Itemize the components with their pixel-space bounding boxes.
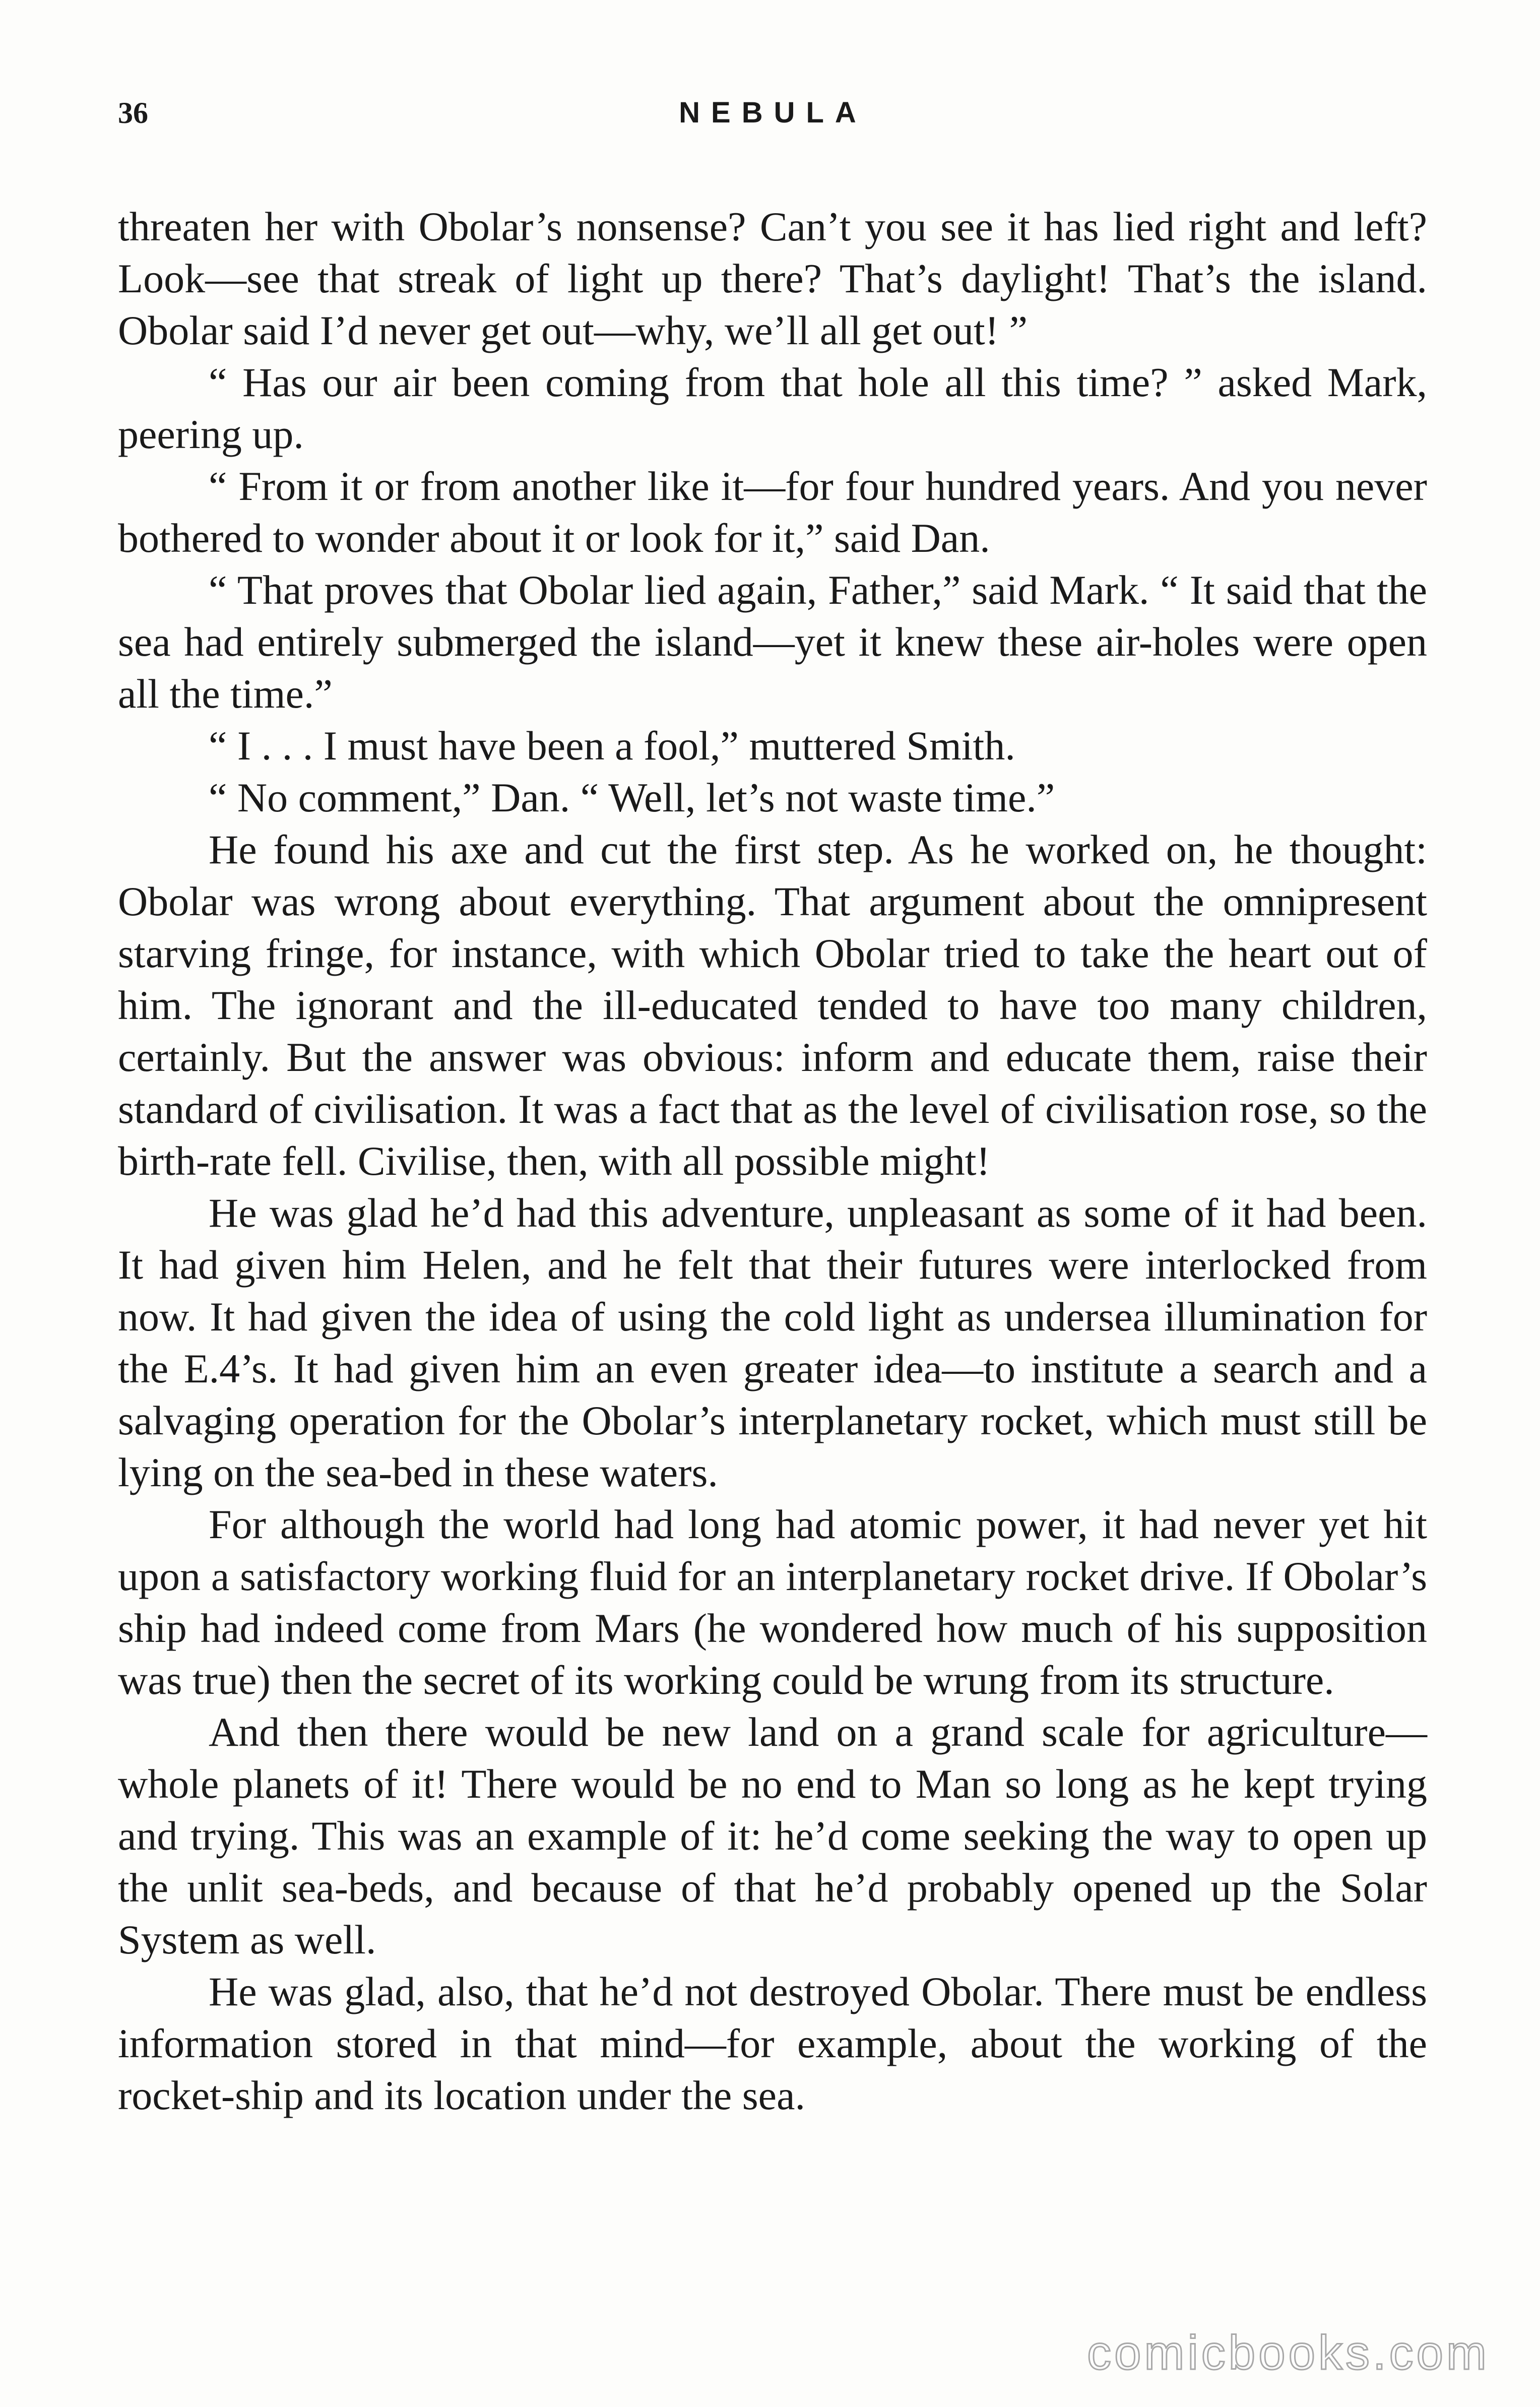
- watermark: comicbooks.com: [1087, 2326, 1490, 2380]
- body-text: [118, 201, 1427, 2121]
- page-number: 36: [118, 96, 148, 130]
- paragraph: He was glad, also, that he’d not destroyed Obolar. There must be endless information stored in that mind—for example, about the working of the rocket-ship and its location under the sea.: [118, 1969, 1427, 2118]
- paragraph: “ From it or from another like it—for four hundred years. And you never bothered to wonder about it or look for it,” said Dan.: [118, 463, 1427, 561]
- paragraph: He was glad he’d had this adventure, unpleasant as some of it had been. It had given him Helen, and he felt that their futures were interlocked from now. It had given the idea of using the cold light as undersea illumination for the E.4’s. It had given him an even greater idea—to institute a search and a salvaging operation for the Obolar’s interplanetary rocket, which must still be lying on the sea-bed in these waters.: [118, 1190, 1427, 1495]
- page-header: [118, 96, 1428, 141]
- paragraph: He found his axe and cut the first step. As he worked on, he thought: Obolar was wrong about everything. That argument about the omnipresent starving fringe, for instance, with which Obolar tried to take the heart out of him. The ignorant and the ill-educated tended to have too many children, certainly. But the answer was obvious: inform and educate them, raise their standard of civilisation. It was a fact that as the level of civilisation rose, so the birth-rate fell. Civilise, then, with all possible might!: [118, 827, 1427, 1184]
- paragraph: “ Has our air been coming from that hole all this time? ” asked Mark, peering up.: [118, 359, 1427, 457]
- paragraph: For although the world had long had atomic power, it had never yet hit upon a satisfactory working fluid for an interplanetary rocket drive. If Obolar’s ship had indeed come from Mars (he wondered how much of his supposition was true) then the secret of its working could be wrung from its structure.: [118, 1501, 1427, 1703]
- paragraph: “ I . . . I must have been a fool,” muttered Smith.: [209, 723, 1015, 769]
- paragraph: “ That proves that Obolar lied again, Father,” said Mark. “ It said that the sea had entirely submerged the island—yet it knew these air-holes were open all the time.”: [118, 567, 1427, 717]
- running-title: NEBULA: [679, 96, 867, 129]
- paragraph: “ No comment,” Dan. “ Well, let’s not waste time.”: [209, 775, 1055, 820]
- paragraph: threaten her with Obolar’s nonsense? Can’t you see it has lied right and left? Look—see that streak of light up there? That’s daylight! That’s the island. Obolar said I’d never get out—why, we’ll all get out! ”: [118, 204, 1427, 353]
- paragraph: And then there would be new land on a grand scale for agriculture—whole planets of it! There would be no end to Man so long as he kept trying and trying. This was an example of it: he’d come seeking the way to open up the unlit sea-beds, and because of that he’d probably opened up the Solar System as well.: [118, 1709, 1427, 1962]
